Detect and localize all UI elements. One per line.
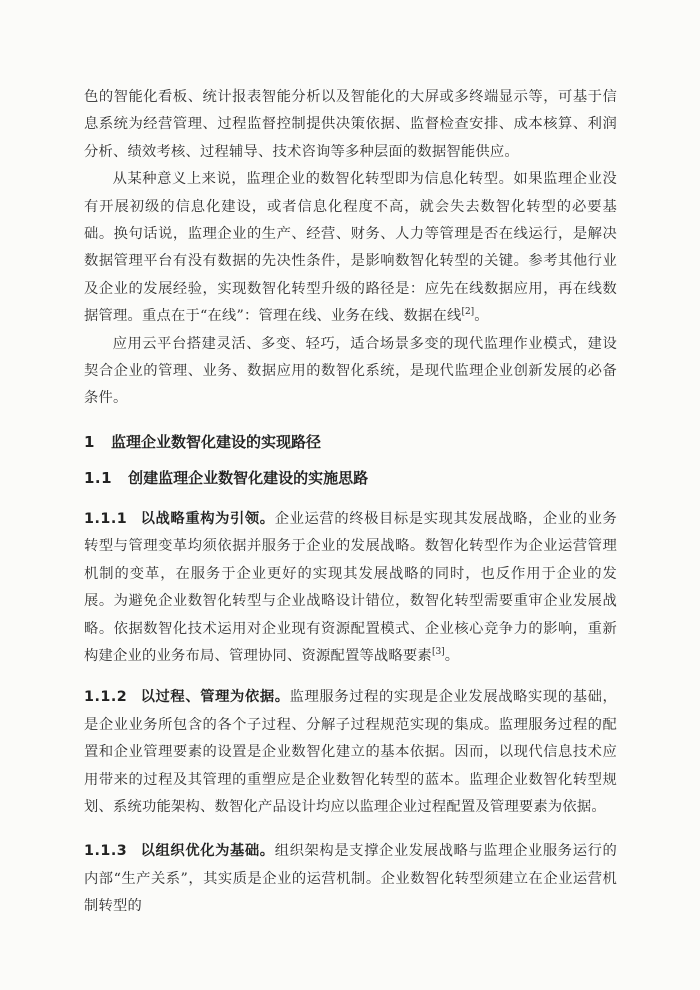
run-in-heading	[84, 843, 275, 859]
paragraph-cloud-platform	[84, 331, 617, 413]
run-in-heading-label: 以战略重构为引领。	[140, 510, 275, 527]
citation-superscript-2: [2]	[461, 307, 475, 318]
run-in-heading-label: 以过程、管理为依据。	[140, 689, 290, 706]
paragraph-text: 应用云平台搭建灵活、多变、轻巧，适合场景多变的现代监理作业模式，建设契合企业的管理、业务、数据应用的数智化系统，是现代监理企业创新发展的必备条件。	[84, 335, 617, 407]
heading-number: 1	[84, 432, 95, 451]
heading-section-1-1	[84, 465, 617, 492]
heading-number: 1.1.3	[84, 843, 128, 860]
heading-number: 1.1	[84, 468, 113, 487]
heading-number: 1.1.2	[84, 689, 128, 706]
paragraph-text: 。	[444, 647, 460, 664]
paragraph-transformation-path	[84, 166, 617, 330]
paragraph-text: 从某种意义上来说，监理企业的数智化转型即为信息化转型。如果监理企业没有开展初级的信息化建设，或者信息化程度不高，就会失去数智化转型的必要基础。换句话说，监理企业的生产、经营、财务、人力等管理是否在线运行，是解决数据管理平台有没有数据的先决性条件，是影响数智化转型的关键。参考其他行业及企业的发展经验，实现数智化转型升级的路径是：应先在线数据应用，再在线数据管理。重点在于“在线”：管理在线、业务在线、数据在线	[84, 171, 617, 325]
paragraph-text: 色的智能化看板、统计报表智能分析以及智能化的大屏或多终端显示等，可基于信息系统为经营管理、过程监督控制提供决策依据、监督检查安排、成本核算、利润分析、绩效考核、过程辅导、技术咨询等多种层面的数据智能供应。	[84, 89, 617, 160]
run-in-heading	[84, 689, 290, 705]
section-1-1-2	[84, 684, 617, 821]
run-in-heading	[84, 511, 275, 527]
paragraph-text: 。	[474, 308, 489, 325]
page-content	[84, 84, 617, 921]
heading-section-1	[84, 429, 617, 456]
section-1-1-1	[84, 506, 617, 670]
paragraph-intro-continuation	[84, 84, 617, 166]
paragraph-text: 企业运营的终极目标是实现其发展战略，企业的业务转型与管理变革均须依据并服务于企业的发展战略。数智化转型作为企业运营管理机制的变革，在服务于企业更好的实现其发展战略的同时，也反作用于企业的发展。为避免企业数智化转型与企业战略设计错位，数智化转型需要重审企业发展战略。依据数智化技术运用对企业现有资源配置模式、企业核心竞争力的影响，重新构建企业的业务布局、管理协同、资源配置等战略要素	[84, 510, 617, 664]
citation-superscript-3: [3]	[431, 647, 445, 658]
heading-title: 创建监理企业数智化建设的实施思路	[128, 468, 369, 487]
heading-title: 监理企业数智化建设的实现路径	[110, 432, 321, 451]
paragraph-text: 监理服务过程的实现是企业发展战略实现的基础，是企业业务所包含的各个子过程、分解子过程规范实现的集成。监理服务过程的配置和企业管理要素的设置是企业数智化建立的基本依据。因而，以现代信息技术应用带来的过程及其管理的重塑应是企业数智化转型的蓝本。监理企业数智化转型规划、系统功能架构、数智化产品设计均应以监理企业过程配置及管理要素为依据。	[84, 689, 618, 815]
heading-number: 1.1.1	[84, 510, 128, 527]
run-in-heading-label: 以组织优化为基础。	[140, 843, 275, 860]
section-1-1-3	[84, 838, 617, 920]
paragraph-text: 组织架构是支撑企业发展战略与监理企业服务运行的内部“生产关系”，其实质是企业的运营机制。企业数智化转型须建立在企业运营机制转型的	[84, 843, 617, 915]
